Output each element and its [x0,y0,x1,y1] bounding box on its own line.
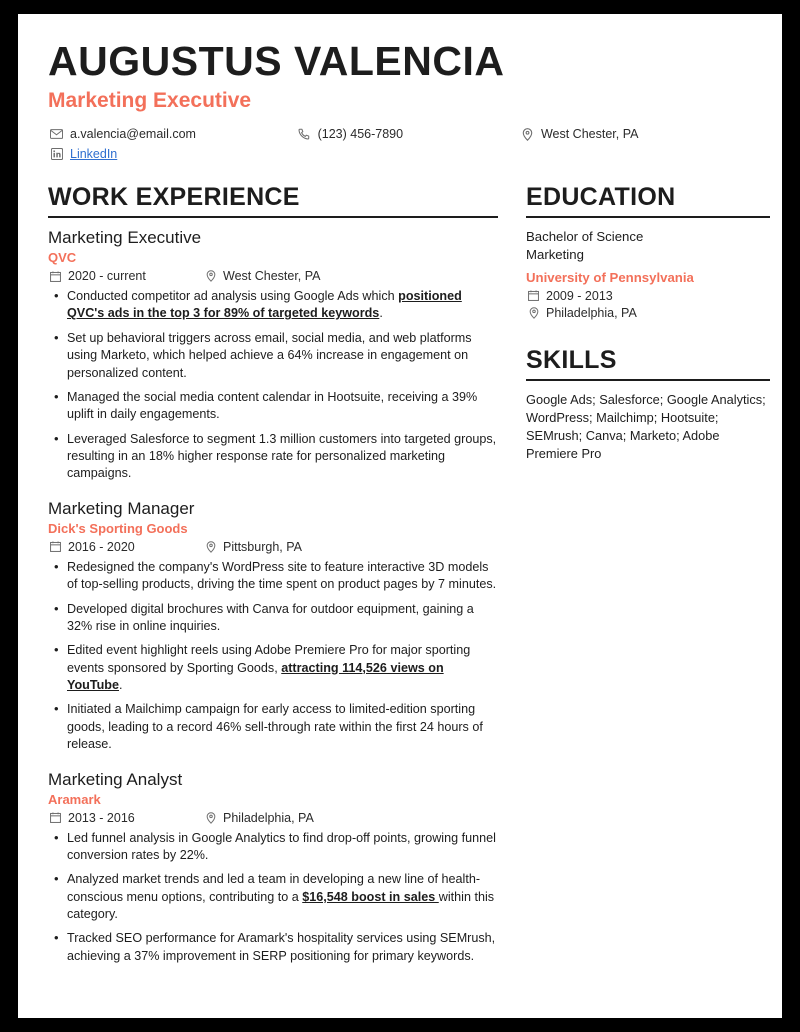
bullet-pre: Edited event highlight reels using Adobe Premiere Pro for major sporting events sponsored by Sporting Goods, [67,643,471,675]
calendar-icon [48,271,63,282]
job-dates: 2013 - 2016 [68,810,135,825]
education-location-wrap [526,306,770,320]
candidate-job-title: Marketing Executive [48,89,252,113]
map-pin-icon [203,541,218,553]
job-title: Marketing Analyst [48,769,183,789]
job-location: Pittsburgh, PA [223,539,302,554]
bullet-pre: Developed digital brochures with Canva for outdoor equipment, gaining a 32% rise in online inquiries. [67,601,474,633]
left-column [48,183,508,981]
job-entry [48,770,498,966]
candidate-name: AUGUSTUS VALENCIA [48,38,505,84]
skills-section [526,346,770,464]
resume-body [48,183,766,981]
job-location: Philadelphia, PA [223,810,314,825]
resume-page [18,14,782,1018]
work-experience-heading: WORK EXPERIENCE [48,183,300,212]
resume-header [48,40,752,161]
map-pin-icon [203,812,218,824]
job-meta [48,811,498,825]
envelope-icon [48,129,65,139]
bullet-pre: Leveraged Salesforce to segment 1.3 million customers into targeted groups, resulting in an 18% higher response rate for personalized marketing campaigns. [67,431,497,481]
map-pin-icon [203,270,218,282]
phone-icon [296,128,313,140]
job-bullet [67,330,498,382]
job-bullet [67,871,498,923]
bullet-pre: Set up behavioral triggers across email, social media, and web platforms using Marketo, which helped achieve a 64% increase in engagement on personalized content. [67,330,472,380]
map-pin-icon [526,307,541,319]
job-bullet [67,830,498,865]
education-section [526,183,770,320]
job-bullet [67,930,498,965]
bullet-pre: Led funnel analysis in Google Analytics to find drop-off points, growing funnel conversion rates by 22%. [67,830,496,862]
job-bullets [48,830,498,966]
bullet-post: . [379,306,383,321]
contact-location [519,127,752,141]
contact-linkedin[interactable] [48,147,303,161]
contact-email-text: a.valencia@email.com [70,127,196,142]
education-location: Philadelphia, PA [546,305,637,320]
bullet-pre: Redesigned the company's WordPress site to feature interactive 3D models of top-selling products, driving the time spent on product pages by 7 minutes. [67,559,497,592]
job-meta [48,540,498,554]
skills-heading: SKILLS [526,345,617,374]
skills-rule [526,379,770,381]
education-degree-line1: Bachelor of Science [526,229,644,245]
work-experience-rule [48,216,498,218]
education-degree-line2: Marketing [526,246,584,262]
job-bullet [67,431,498,483]
job-company: QVC [48,250,77,266]
job-dates-wrap [48,269,203,283]
bullet-post: within this category. [67,889,495,922]
job-bullet [67,559,498,594]
job-location: West Chester, PA [223,269,321,284]
bullet-highlight: positioned QVC's ads in the top 3 for 89% of targeted keywords [67,289,462,321]
calendar-icon [48,812,63,823]
bullet-pre: Initiated a Mailchimp campaign for early access to limited-edition sporting goods, leading to a record 46% sell-through rate within the first 24 hours of release. [67,702,483,752]
linkedin-link[interactable]: LinkedIn [70,147,118,162]
bullet-highlight: attracting 114,526 views on YouTube [67,660,444,693]
calendar-icon [526,290,541,301]
job-bullet [67,701,498,753]
job-entry [48,499,498,754]
job-bullets [48,559,498,754]
bullet-post: . [119,678,123,693]
calendar-icon [48,541,63,552]
job-bullet [67,389,498,424]
job-company: Aramark [48,791,101,807]
job-location-wrap [203,811,314,825]
job-dates: 2016 - 2020 [68,539,135,554]
job-title: Marketing Executive [48,228,202,248]
education-rule [526,216,770,218]
job-meta [48,269,498,283]
education-dates-wrap [526,289,770,303]
job-bullet [67,288,498,323]
job-dates-wrap [48,540,203,554]
job-dates-wrap [48,811,203,825]
education-dates: 2009 - 2013 [546,288,613,303]
job-title: Marketing Manager [48,498,195,518]
bullet-pre: Conducted competitor ad analysis using Google Ads which [67,289,399,304]
job-dates: 2020 - current [68,269,146,284]
job-bullet [67,642,498,694]
skills-list: Google Ads; Salesforce; Google Analytics; WordPress; Mailchimp; Hootsuite; SEMrush; Canva; Marketo; Adobe Premiere Pro [526,391,766,462]
job-bullets [48,288,498,483]
job-company: Dick's Sporting Goods [48,520,188,536]
contact-phone-text: (123) 456-7890 [317,127,404,142]
map-pin-icon [519,128,536,141]
contact-location-text: West Chester, PA [540,127,639,142]
job-location-wrap [203,540,302,554]
education-school: University of Pennsylvania [526,269,694,285]
linkedin-icon [48,148,65,160]
job-bullet [67,601,498,636]
education-heading: EDUCATION [526,183,676,212]
bullet-pre: Analyzed market trends and led a team in developing a new line of health-conscious menu options, contributing to a [67,872,481,904]
contact-row-primary [48,127,752,141]
bullet-pre: Managed the social media content calendar in Hootsuite, receiving a 39% uplift in daily engagements. [67,389,478,422]
contact-row-secondary [48,147,752,161]
contact-phone [296,127,519,141]
job-location-wrap [203,269,321,283]
bullet-pre: Tracked SEO performance for Aramark's hospitality services using SEMrush, achieving a 37% improvement in SERP positioning for primary keywords. [67,931,496,963]
job-entry [48,228,498,483]
bullet-highlight: $16,548 boost in sales [302,889,439,904]
contact-email [48,127,296,141]
right-column [526,183,770,981]
